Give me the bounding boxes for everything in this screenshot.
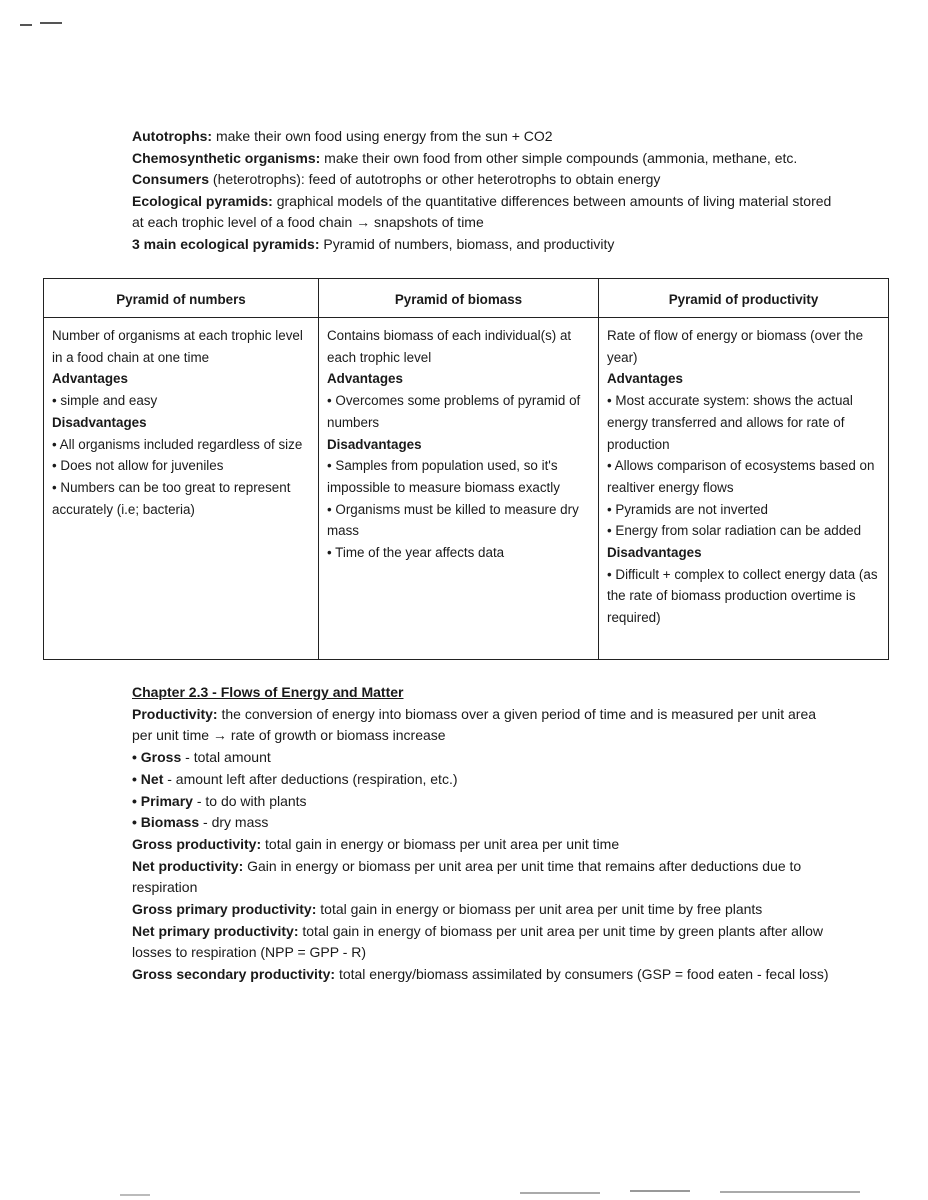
list-item: • Net - amount left after deductions (respiration, etc.): [132, 770, 458, 787]
list-item: • Pyramids are not inverted: [607, 501, 768, 517]
disadvantages-label: Disadvantages: [52, 414, 147, 430]
list-item: • Organisms must be killed to measure dry mass: [327, 501, 579, 539]
disadvantages-label: Disadvantages: [327, 436, 422, 452]
list-item: • Most accurate system: shows the actual energy transferred and allows for rate of production: [607, 393, 853, 452]
definition-gross-secondary-productivity: Gross secondary productivity: total energy/biomass assimilated by consumers (GSP = food eaten - fecal loss): [132, 966, 829, 983]
list-item: • Numbers can be too great to represent accurately (i.e; bacteria): [52, 479, 291, 517]
definitions-section: [132, 126, 832, 255]
advantages-label: Advantages: [327, 371, 403, 387]
list-item: • Does not allow for juveniles: [52, 458, 224, 474]
disadvantages-label: Disadvantages: [607, 545, 702, 561]
list-item: • Gross - total amount: [132, 749, 271, 766]
definition-consumers: Consumers (heterotrophs): feed of autotrophs or other heterotrophs to obtain energy: [132, 171, 661, 187]
list-item: • Difficult + complex to collect energy data (as the rate of biomass production overtime is required): [607, 566, 878, 626]
list-item: • Samples from population used, so it's impossible to measure biomass exactly: [327, 458, 560, 495]
list-item: • simple and easy: [52, 393, 158, 409]
cell-description: Contains biomass of each individual(s) at each trophic level: [327, 328, 572, 365]
advantages-label: Advantages: [607, 371, 683, 387]
table-cell-numbers: [44, 318, 319, 659]
definition-gross-productivity: Gross productivity: total gain in energy or biomass per unit area per unit time: [132, 835, 620, 852]
chapter-section: [132, 682, 832, 986]
scan-mark: [720, 1191, 860, 1193]
list-item: • Allows comparison of ecosystems based on realtiver energy flows: [607, 458, 875, 495]
definition-three-pyramids: 3 main ecological pyramids: Pyramid of numbers, biomass, and productivity: [132, 235, 615, 252]
definition-chemosynthetic: Chemosynthetic organisms: make their own food from other simple compounds (ammonia, methane, etc.: [132, 149, 798, 166]
cell-description: Rate of flow of energy or biomass (over the year): [607, 328, 864, 365]
list-item: • Time of the year affects data: [327, 545, 505, 561]
definition-autotrophs: Autotrophs: make their own food using energy from the sun + CO2: [132, 128, 553, 144]
table-header-productivity: Pyramid of productivity: [599, 279, 888, 318]
list-item: • Overcomes some problems of pyramid of numbers: [327, 393, 581, 430]
chapter-title: Chapter 2.3 - Flows of Energy and Matter: [132, 684, 404, 700]
list-item: • Energy from solar radiation can be added: [607, 523, 862, 539]
table-header-numbers: Pyramid of numbers: [44, 279, 319, 318]
definition-gross-primary-productivity: Gross primary productivity: total gain in energy or biomass per unit area per unit time by free plants: [132, 901, 763, 918]
scan-mark: [630, 1190, 690, 1192]
definition-net-primary-productivity: Net primary productivity: total gain in energy of biomass per unit area per unit time by green plants after allow losses to respiration (NPP = GPP - R): [132, 922, 823, 961]
list-item: • All organisms included regardless of size: [52, 436, 303, 452]
list-item: • Biomass - dry mass: [132, 814, 269, 831]
table-cell-biomass: [319, 318, 599, 659]
table-header-biomass: Pyramid of biomass: [319, 279, 599, 318]
definition-net-productivity: Net productivity: Gain in energy or biomass per unit area per unit time that remains after deductions due to respiration: [132, 857, 802, 896]
advantages-label: Advantages: [52, 371, 128, 387]
definition-ecological-pyramids: Ecological pyramids: graphical models of the quantitative differences between amounts of living material stored at each trophic level of a food chain → snapshots of time: [132, 192, 832, 230]
list-item: • Primary - to do with plants: [132, 792, 307, 809]
pyramids-table: [43, 278, 889, 660]
scan-mark: [40, 22, 62, 24]
scan-mark: [20, 24, 32, 26]
definition-productivity: Productivity: the conversion of energy into biomass over a given period of time and is measured per unit area per unit time → rate of growth or biomass increase: [132, 705, 817, 744]
table-cell-productivity: [599, 318, 888, 659]
scan-mark: [120, 1194, 150, 1196]
scan-mark: [520, 1192, 600, 1194]
cell-description: Number of organisms at each trophic level in a food chain at one time: [52, 328, 303, 365]
